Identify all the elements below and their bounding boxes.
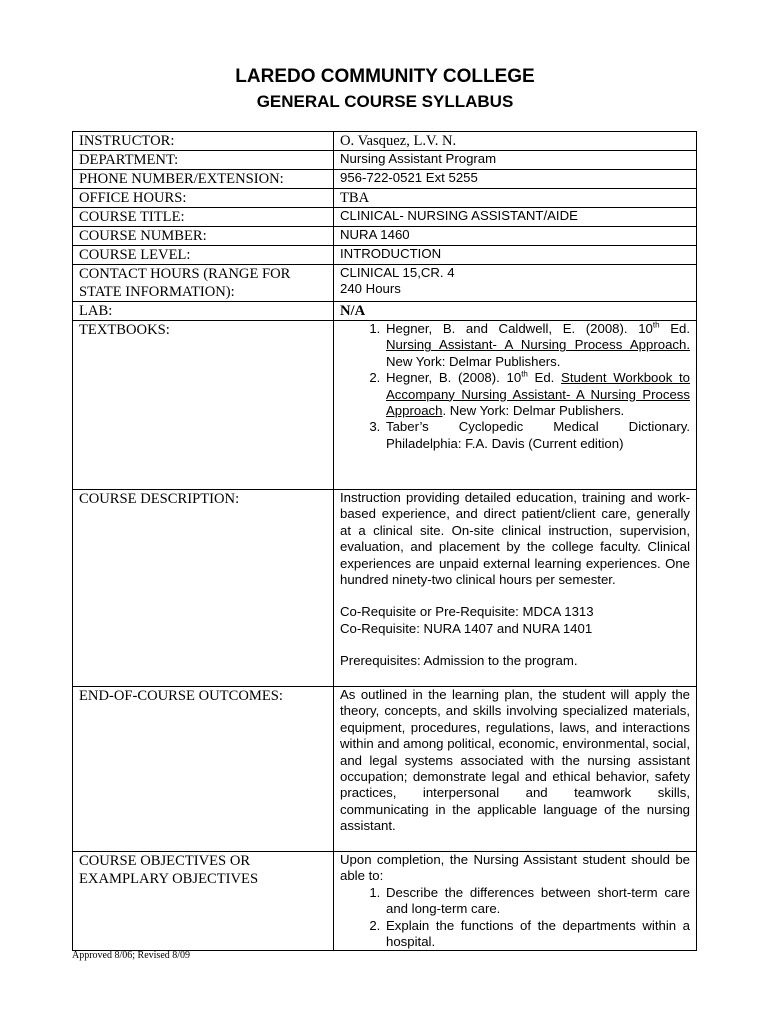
- syllabus-table: [72, 131, 697, 951]
- footer-approval: Approved 8/06; Revised 8/09: [72, 950, 191, 961]
- contact-hours-value-line2: 240 Hours: [340, 281, 401, 297]
- textbook-2-publisher: . New York: Delmar Publishers.: [442, 403, 625, 419]
- department-value: Nursing Assistant Program: [334, 151, 697, 170]
- objectives-value: [334, 852, 697, 951]
- corequisite-1: Co-Requisite or Pre-Requisite: MDCA 1313: [340, 604, 594, 620]
- textbook-1-publisher: New York: Delmar Publishers.: [386, 353, 561, 369]
- lab-value: N/A: [334, 302, 697, 321]
- textbook-item-3: 3. Taber’s Cyclopedic Medical Dictionary. Philadelphia: F.A. Davis (Current edition): [384, 419, 690, 452]
- row-instructor: [73, 132, 697, 151]
- course-description-text: Instruction providing detailed education, training and work-based experience, and direct patient/client care, generally at a clinical site. On-site clinical instruction, supervision, evaluation, and placement by the college faculty. Clinical experiences are unpaid external learning experiences. One hundred ninety-two clinical hours per semester.: [340, 490, 690, 588]
- course-number-label: COURSE NUMBER:: [73, 227, 334, 246]
- course-title-value: CLINICAL- NURSING ASSISTANT/AIDE: [334, 208, 697, 227]
- row-phone: [73, 170, 697, 189]
- course-description-label: COURSE DESCRIPTION:: [73, 490, 334, 687]
- row-textbooks: [73, 321, 697, 490]
- outcomes-label: END-OF-COURSE OUTCOMES:: [73, 687, 334, 852]
- contact-hours-label-line2: STATE INFORMATION):: [79, 284, 235, 300]
- instructor-value: O. Vasquez, L.V. N.: [334, 132, 697, 151]
- lab-label: LAB:: [73, 302, 334, 321]
- objectives-label-line1: COURSE OBJECTIVES OR: [79, 853, 251, 869]
- corequisite-2: Co-Requisite: NURA 1407 and NURA 1401: [340, 620, 593, 636]
- textbook-list: [340, 321, 690, 452]
- row-objectives: [73, 852, 697, 951]
- course-level-label: COURSE LEVEL:: [73, 246, 334, 265]
- row-department: [73, 151, 697, 170]
- college-name: LAREDO COMMUNITY COLLEGE: [235, 66, 535, 87]
- course-description-value: [334, 490, 697, 687]
- objectives-label: [73, 852, 334, 951]
- textbook-2-author: Hegner, B. (2008). 10: [386, 370, 522, 386]
- course-title-label: COURSE TITLE:: [73, 208, 334, 227]
- row-course-title: [73, 208, 697, 227]
- office-hours-label: OFFICE HOURS:: [73, 189, 334, 208]
- row-course-number: [73, 227, 697, 246]
- instructor-label: INSTRUCTOR:: [73, 132, 334, 151]
- objectives-list: [340, 885, 690, 951]
- department-label: DEPARTMENT:: [73, 151, 334, 170]
- office-hours-value: TBA: [334, 189, 697, 208]
- textbooks-value: [334, 321, 697, 490]
- row-lab: [73, 302, 697, 321]
- prerequisites: Prerequisites: Admission to the program.: [340, 653, 578, 669]
- textbook-1-edition: Ed.: [659, 321, 690, 336]
- row-course-description: [73, 490, 697, 687]
- objectives-intro: Upon completion, the Nursing Assistant student should be able to:: [340, 852, 690, 884]
- phone-value: 956-722-0521 Ext 5255: [334, 170, 697, 189]
- contact-hours-value-line1: CLINICAL 15,CR. 4: [340, 265, 455, 280]
- outcomes-value: As outlined in the learning plan, the student will apply the theory, concepts, and skills involving specialized materials, equipment, procedures, regulations, laws, and interactions within and among political, economic, environmental, social, and legal systems associated with the nursing assistant occupation; demonstrate legal and ethical behavior, safety practices, interpersonal and teamwork skills, communicating in the applicable language of the nursing assistant.: [334, 687, 697, 852]
- row-course-level: [73, 246, 697, 265]
- textbook-item-2: [384, 370, 690, 419]
- textbook-1-sup: th: [652, 320, 660, 330]
- textbooks-label: TEXTBOOKS:: [73, 321, 334, 490]
- course-level-value: INTRODUCTION: [334, 246, 697, 265]
- contact-hours-value: [334, 265, 697, 302]
- textbook-2-title: Student Workbook to Accompany Nursing Assistant- A Nursing Process Approach: [386, 370, 691, 419]
- textbook-1-title: Nursing Assistant- A Nursing Process Approach.: [386, 337, 690, 353]
- textbook-1-author: Hegner, B. and Caldwell, E. (2008). 10: [386, 321, 653, 336]
- row-office-hours: [73, 189, 697, 208]
- textbook-2-edition: Ed.: [527, 370, 562, 386]
- document-title: GENERAL COURSE SYLLABUS: [256, 92, 514, 111]
- objective-item-1: 1. Describe the differences between short-term care and long-term care.: [384, 885, 690, 918]
- objectives-label-line2: EXAMPLARY OBJECTIVES: [79, 871, 259, 887]
- contact-hours-label: [73, 265, 334, 302]
- textbook-2-sup: th: [521, 369, 528, 379]
- contact-hours-label-line1: CONTACT HOURS (RANGE FOR: [79, 266, 291, 282]
- row-contact-hours: [73, 265, 697, 302]
- course-number-value: NURA 1460: [334, 227, 697, 246]
- phone-label: PHONE NUMBER/EXTENSION:: [73, 170, 334, 189]
- objective-item-2: 2. Explain the functions of the departments within a hospital.: [384, 918, 690, 951]
- textbook-item-1: [384, 321, 690, 370]
- row-outcomes: [73, 687, 697, 852]
